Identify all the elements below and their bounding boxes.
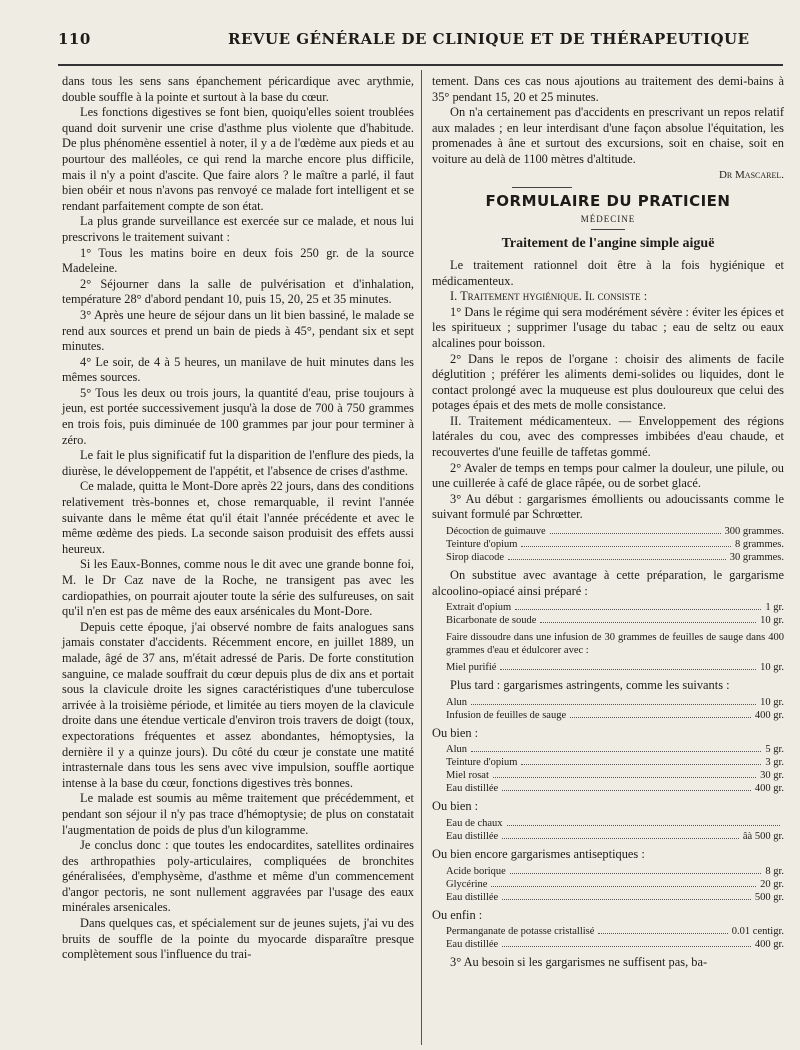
page-header bbox=[58, 28, 783, 52]
prescription-line bbox=[446, 891, 784, 904]
ingredient: Teinture d'opium bbox=[446, 539, 518, 551]
prescription-line bbox=[446, 538, 784, 551]
quantity: 20 gr. bbox=[760, 878, 784, 890]
prescription-line bbox=[446, 601, 784, 614]
prescription-5 bbox=[446, 817, 784, 843]
paragraph: Depuis cette époque, j'ai observé nombre de faits analogues sans jamais constater d'accidents. Récemment encore, en juillet 1889, un malade, âgé de 37 ans, m'était adressé de Paris. De forte constitution sanguine, ce malade souffrait du cœur depuis plus de dix ans et portait sous la clavicule droite les signes caractéristiques d'une tuberculose arrivée à la troisième période, et limitée au tiers moyen de la clavicule droite dans une étendue verticale d'environ trois travers de doigt (toux, expectorations fréquentes et assez abondantes, hémoptysies, la dernière il y a quinze jours). Du côté du cœur je constate une matité intrasternale dans tous les sens avec vive impulsion, souffle aortique intense à la base du cœur, fonctions digestives très bonnes. bbox=[62, 619, 414, 790]
paragraph: II. Traitement médicamenteux. — Enveloppement des régions latérales du cou, avec des compresses imbibées d'eau chaude, et recouvertes d'une feuille de taffetas gommé. bbox=[432, 413, 784, 460]
leader-dots bbox=[521, 538, 731, 547]
ingredient: Eau distillée bbox=[446, 891, 499, 903]
alternative-label: Ou bien encore gargarismes antiseptiques : bbox=[432, 847, 645, 861]
prescription-7 bbox=[446, 925, 784, 951]
ingredient: Acide borique bbox=[446, 865, 506, 877]
leader-dots bbox=[491, 878, 756, 887]
leader-dots bbox=[507, 817, 780, 826]
prescription-2b bbox=[446, 661, 784, 674]
prescription-line bbox=[446, 743, 784, 756]
prescription-line bbox=[446, 878, 784, 891]
prescription-line bbox=[446, 782, 784, 795]
quantity: 8 gr. bbox=[765, 865, 784, 877]
leader-dots bbox=[502, 830, 739, 839]
prescription-1 bbox=[446, 525, 784, 564]
ingredient: Eau distillée bbox=[446, 783, 499, 795]
formulary-subtitle: MÉDECINE bbox=[580, 213, 636, 224]
paragraph: 3° Après une heure de séjour dans un lit bien bassiné, le malade se rend aux sources et prend un bain de pieds à 45°, pendant six et sept minutes. bbox=[62, 307, 414, 354]
prescription-line bbox=[446, 830, 784, 843]
ingredient: Bicarbonate de soude bbox=[446, 615, 537, 627]
prescription-line bbox=[446, 614, 784, 627]
paragraph: 3° Au besoin si les gargarismes ne suffisent pas, ba- bbox=[450, 955, 708, 970]
paragraph: Plus tard : gargarismes astringents, comme les suivants : bbox=[450, 678, 730, 693]
section-rule bbox=[591, 229, 625, 230]
paragraph: Je conclus donc : que toutes les endocardites, satellites ordinaires des arthropathies poly-articulaires, compliquées de bronchites généralisées, d'emphysème, d'asthme et même d'un commencement d'angor pectoris, ne sont nullement aggravées par l'usage des eaux minérales arsenicales. bbox=[62, 838, 414, 915]
quantity: 400 gr. bbox=[754, 939, 784, 951]
right-column bbox=[432, 74, 784, 971]
signature-rule bbox=[512, 187, 572, 188]
ingredient: Sirop diacode bbox=[446, 552, 505, 564]
ingredient: Permanganate de potasse cristallisé bbox=[446, 926, 595, 938]
ingredient: Teinture d'opium bbox=[446, 757, 518, 769]
leader-dots bbox=[550, 525, 721, 534]
quantity: 8 grammes. bbox=[735, 539, 784, 551]
ingredient: Infusion de feuilles de sauge bbox=[446, 709, 567, 721]
prescription-line bbox=[446, 817, 784, 830]
quantity: 30 gr. bbox=[760, 770, 784, 782]
quantity: 10 gr. bbox=[760, 696, 784, 708]
prescription-line bbox=[446, 925, 784, 938]
quantity: 300 grammes. bbox=[724, 526, 784, 538]
quantity: 10 gr. bbox=[760, 662, 784, 674]
leader-dots bbox=[502, 891, 751, 900]
alternative-label: Ou bien : bbox=[432, 725, 479, 740]
paragraph: 2° Avaler de temps en temps pour calmer la douleur, une pilule, ou une cuillerée à café de glace râpée, ou de sorbet glacé. bbox=[432, 460, 784, 491]
paragraph: 5° Tous les deux ou trois jours, la quantité d'eau, prise toujours à jeun, est portée successivement jusqu'à la dose de 700 à 750 grammes en trois fois, puis diminuée de 100 grammes par jour pour terminer à zéro. bbox=[62, 385, 414, 447]
paragraph: Le malade est soumis au même traitement que précédemment, et pendant son séjour il n'y pas trace d'hémoptysie; de plus on constatait l'augmentation de poids de plus d'un kilogramme. bbox=[62, 791, 414, 837]
prescription-line bbox=[446, 661, 784, 674]
leader-dots bbox=[515, 601, 761, 610]
quantity: 500 gr. bbox=[754, 891, 784, 903]
leader-dots bbox=[510, 865, 762, 874]
paragraph: La plus grande surveillance est exercée sur ce malade, et nous lui prescrivons le traitement suivant : bbox=[62, 214, 414, 244]
quantity: 400 gr. bbox=[754, 709, 784, 721]
alternative-label: Ou bien : bbox=[432, 799, 479, 814]
prescription-line bbox=[446, 525, 784, 538]
leader-dots bbox=[502, 782, 751, 791]
leader-dots bbox=[500, 661, 756, 670]
paragraph: 4° Le soir, de 4 à 5 heures, un manilave de huit minutes dans les mêmes sources. bbox=[62, 354, 414, 385]
section-heading: I. Traitement hygiénique. Il consiste : bbox=[450, 289, 648, 304]
leader-dots bbox=[471, 743, 761, 752]
leader-dots bbox=[598, 925, 727, 934]
prescription-note: Faire dissoudre dans une infusion de 30 grammes de feuilles de sauge dans 400 grammes d'eau et édulcorer avec : bbox=[446, 632, 784, 657]
paragraph: 2° Dans le repos de l'organe : choisir des aliments de facile déglutition ; préférer les aliments demi-solides ou liquides, dont le contact prolongé avec la muqueuse est plus douloureux que celui des potages épais et des mets de molle consistance. bbox=[432, 351, 784, 413]
paragraph: Ce malade, quitta le Mont-Dore après 22 jours, dans des conditions relativement très-bonnes et, chose remarquable, il revint l'année suivante dans le même état qu'il était l'année précédente et avec le même œdème des pieds. La seconde saison produisit des effets aussi heureux. bbox=[62, 479, 414, 556]
paragraph: 1° Dans le régime qui sera modérément sévère : éviter les épices et les spiritueux ; supprimer l'usage du tabac ; eau de seltz ou eaux alcalines pour boisson. bbox=[432, 304, 784, 350]
ingredient: Miel rosat bbox=[446, 770, 489, 782]
paragraph: Le traitement rationnel doit être à la fois hygiénique et médicamenteux. bbox=[432, 257, 784, 288]
quantity: âà 500 gr. bbox=[742, 831, 784, 842]
prescription-4 bbox=[446, 743, 784, 795]
paragraph: On n'a certainement pas d'accidents en prescrivant un repos relatif aux malades ; en leur interdisant d'une façon absolue l'équitation, les promenades à âne et surtout des excursions, soit en chaise, soit en voiture au delà de 1100 mètres d'altitude. bbox=[432, 105, 784, 166]
leader-dots bbox=[521, 756, 761, 765]
ingredient: Glycérine bbox=[446, 878, 488, 890]
prescription-line bbox=[446, 709, 784, 722]
quantity: 1 gr. bbox=[765, 602, 784, 614]
paragraph: dans tous les sens sans épanchement péricardique avec arythmie, double souffle à la pointe et surtout à la base du cœur. bbox=[62, 74, 414, 104]
paragraph: Le fait le plus significatif fut la disparition de l'enflure des pieds, la diurèse, le développement de l'appétit, et l'absence de crises d'asthme. bbox=[62, 448, 414, 478]
paragraph: Dans quelques cas, et spécialement sur de jeunes sujets, j'ai vu des bruits de souffle de la pointe du myocarde disparaître presque complètement sous l'influence du trai- bbox=[62, 916, 414, 962]
continuation-text: tement. Dans ces cas nous ajoutions au traitement des demi-bains à 35° pendant 15, 20 et 25 minutes. bbox=[432, 74, 784, 104]
prescription-line bbox=[446, 696, 784, 709]
formulary-title: FORMULAIRE DU PRATICIEN bbox=[485, 192, 731, 211]
ingredient: Alun bbox=[446, 744, 467, 756]
paragraph: On substitue avec avantage à cette préparation, le gargarisme alcoolino-opiacé ainsi préparé : bbox=[432, 568, 784, 598]
ingredient: Eau distillée bbox=[446, 939, 499, 951]
ingredient: Eau distillée bbox=[446, 831, 499, 842]
quantity: 30 grammes. bbox=[729, 552, 784, 564]
ingredient: Alun bbox=[446, 696, 467, 708]
alternative-label: Ou enfin : bbox=[432, 907, 483, 922]
prescription-6 bbox=[446, 865, 784, 904]
quantity: 5 gr. bbox=[765, 744, 784, 756]
paragraph: Les fonctions digestives se font bien, quoiqu'elles soient troublées quand doit survenir une crise d'asthme plus violente que d'habitude. De plus phénomène essentiel à noter, il y a de l'œdème aux pieds et au pourtour des malléoles, ce qui rend la marche encore plus difficile, mais il n'y a point d'ascite. Que faire alors ? le maître a parlé, il faut bien obéir et nous n'avons pas renvoyé ce malade fort intelligent et se rendant parfaitement compte de son état. bbox=[62, 105, 414, 213]
paragraph: 1° Tous les matins boire en deux fois 250 gr. de la source Madeleine. bbox=[62, 245, 414, 276]
ingredient: Décoction de guimauve bbox=[446, 526, 546, 538]
article-title: Traitement de l'angine simple aiguë bbox=[501, 236, 715, 252]
ingredient: Eau de chaux bbox=[446, 818, 503, 829]
quantity: 3 gr. bbox=[765, 757, 784, 769]
prescription-line bbox=[446, 756, 784, 769]
leader-dots bbox=[493, 769, 756, 778]
ingredient: Extrait d'opium bbox=[446, 602, 512, 614]
left-column bbox=[62, 74, 414, 963]
journal-title: REVUE GÉNÉRALE DE CLINIQUE ET DE THÉRAPEUTIQUE bbox=[228, 30, 750, 48]
ingredient: Miel purifié bbox=[446, 662, 497, 674]
paragraph: Si les Eaux-Bonnes, comme nous le dit avec une grande bonne foi, M. le Dr Caz nave de la Roche, ne transigent pas avec les cardiopathies, on pourrait ajouter toute la série des sulfureuses, on sait qu'il n'en est pas de même des eaux arsénicales du Mont-Dore. bbox=[62, 557, 414, 619]
leader-dots bbox=[508, 551, 726, 560]
author-signature: Dr Mascarel. bbox=[718, 168, 784, 181]
paragraph: 2° Séjourner dans la salle de pulvérisation et d'inhalation, température 28° d'abord pendant 10, puis 15, 20, 25 et 35 minutes. bbox=[62, 276, 414, 307]
page-number: 110 bbox=[58, 30, 91, 48]
header-rule bbox=[58, 64, 783, 66]
leader-dots bbox=[471, 696, 756, 705]
prescription-line bbox=[446, 865, 784, 878]
prescription-3 bbox=[446, 696, 784, 722]
quantity: 0.01 centigr. bbox=[731, 926, 784, 938]
paragraph: 3° Au début : gargarismes émollients ou adoucissants comme le suivant formulé par Schrœtter. bbox=[432, 491, 784, 522]
prescription-line bbox=[446, 769, 784, 782]
prescription-line bbox=[446, 938, 784, 951]
column-divider bbox=[421, 70, 422, 1045]
prescription-line bbox=[446, 551, 784, 564]
leader-dots bbox=[502, 938, 751, 947]
leader-dots bbox=[570, 709, 751, 718]
leader-dots bbox=[540, 614, 756, 623]
prescription-2 bbox=[446, 601, 784, 627]
quantity: 400 gr. bbox=[754, 783, 784, 795]
quantity: 10 gr. bbox=[760, 615, 784, 627]
